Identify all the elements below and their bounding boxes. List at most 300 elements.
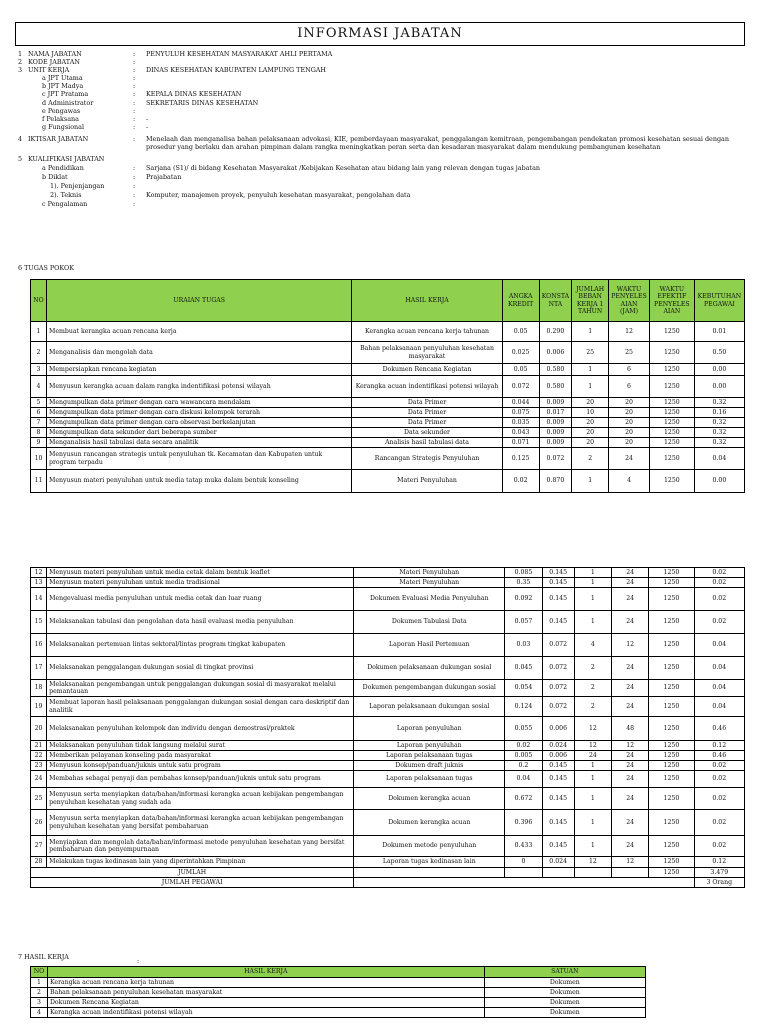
- task-cell: 24: [31, 771, 47, 788]
- info-no: [18, 82, 28, 90]
- task-result: Dokumen kerangka acuan: [354, 810, 505, 836]
- hasil-no: 3: [31, 998, 48, 1008]
- task-cell: 1250: [649, 470, 694, 493]
- info-no: 2: [18, 58, 23, 67]
- jumlah-pegawai-value: 3 Orang: [694, 878, 744, 888]
- task-result: Kerangka acuan indentifikasi potensi wilayah: [352, 376, 502, 398]
- task-cell: 2: [574, 680, 611, 697]
- info-value: [146, 107, 748, 115]
- task-cell: 1: [574, 788, 611, 810]
- ikhtisar-row: [18, 135, 748, 151]
- task-cell: 24: [612, 588, 649, 611]
- task-cell: 12: [612, 741, 649, 751]
- task-cell: 20: [572, 418, 609, 428]
- task-cell: 13: [31, 578, 47, 588]
- task-cell: 0.024: [542, 857, 574, 868]
- task-cell: 1250: [649, 438, 694, 448]
- task-cell: 20: [609, 398, 650, 408]
- task-cell: 20: [609, 428, 650, 438]
- task-cell: 1250: [649, 741, 694, 751]
- task-cell: 28: [31, 857, 47, 868]
- info-row: [18, 155, 748, 164]
- task-cell: 12: [612, 857, 649, 868]
- task-cell: 0.02: [694, 761, 744, 771]
- task-description: Memberikan pelayanan konseling pada masyarakat: [47, 751, 354, 761]
- task-cell: 0.35: [505, 578, 542, 588]
- info-colon: :: [133, 58, 136, 67]
- task-cell: 2: [572, 448, 609, 470]
- task-cell: 0.04: [694, 657, 744, 680]
- info-colon: :: [133, 200, 136, 209]
- tugas-pokok-label: 6 TUGAS POKOK: [18, 264, 75, 272]
- task-cell: 11: [31, 470, 47, 493]
- task-cell: 1: [574, 836, 611, 857]
- task-cell: 24: [612, 761, 649, 771]
- task-cell: 1: [572, 376, 609, 398]
- task-result: Data Primer: [352, 418, 502, 428]
- task-cell: 24: [612, 836, 649, 857]
- task-cell: 1250: [649, 364, 694, 376]
- task-cell: 9: [31, 438, 47, 448]
- task-cell: 0.055: [505, 717, 542, 741]
- info-colon: :: [133, 90, 136, 99]
- hasil-kerja-label: 7 HASIL KERJA: [18, 953, 69, 961]
- task-cell: 2: [574, 657, 611, 680]
- hasil-row: [31, 1008, 646, 1018]
- info-row: [18, 107, 748, 115]
- task-cell: 0.290: [539, 322, 571, 342]
- task-description: Menganalisis hasil tabulasi data secara analitik: [47, 438, 352, 448]
- task-cell: 0.04: [505, 771, 542, 788]
- info-row: [18, 50, 748, 58]
- task-cell: 24: [574, 751, 611, 761]
- task-cell: 0.075: [502, 408, 539, 418]
- task-cell: 0.02: [694, 810, 744, 836]
- task-cell: 0.085: [505, 568, 542, 578]
- task-cell: 1: [574, 578, 611, 588]
- info-row: [18, 123, 748, 131]
- info-label: d Administrator: [42, 98, 94, 107]
- task-cell: 6: [609, 376, 650, 398]
- task-cell: 0.145: [542, 611, 574, 634]
- jumlah-label: JUMLAH: [31, 868, 354, 878]
- task-cell: 0.035: [502, 418, 539, 428]
- task-cell: 1250: [649, 761, 694, 771]
- task-cell: 1250: [649, 771, 694, 788]
- info-label: b Diklat: [42, 173, 68, 182]
- task-cell: 24: [612, 680, 649, 697]
- task-cell: 1250: [649, 680, 694, 697]
- hasil-name: Kerangka acuan indentifikasi potensi wilayah: [47, 1008, 484, 1018]
- table-row: [31, 857, 745, 868]
- task-cell: 24: [612, 810, 649, 836]
- hasil-column-header: SATUAN: [484, 967, 645, 978]
- info-colon: :: [133, 173, 136, 182]
- task-result: Dokumen Rencana Kegiatan: [352, 364, 502, 376]
- task-cell: 19: [31, 697, 47, 717]
- column-header: HASIL KERJA: [352, 280, 502, 322]
- task-cell: 24: [612, 578, 649, 588]
- table-row: [31, 364, 745, 376]
- info-colon: :: [133, 106, 136, 115]
- task-result: Data Primer: [352, 398, 502, 408]
- task-result: Dokumen Evaluasi Media Penyuluhan: [354, 588, 505, 611]
- info-row: [18, 74, 748, 82]
- task-cell: 0.006: [542, 751, 574, 761]
- task-cell: 20: [572, 428, 609, 438]
- task-cell: 0.125: [502, 448, 539, 470]
- hasil-name: Bahan pelaksanaan penyuluhan kesehatan masyarakat: [47, 988, 484, 998]
- task-cell: 27: [31, 836, 47, 857]
- table-row: [31, 470, 745, 493]
- task-cell: 48: [612, 717, 649, 741]
- hasil-column-header: HASIL KERJA: [47, 967, 484, 978]
- task-cell: 14: [31, 588, 47, 611]
- info-row: [18, 115, 748, 123]
- info-colon: :: [133, 50, 136, 58]
- hasil-no: 4: [31, 1008, 48, 1018]
- task-description: Menyusun kerangka acuan dalam rangka indentifikasi potensi wilayah: [47, 376, 352, 398]
- task-result: Dokumen Tabulasi Data: [354, 611, 505, 634]
- task-cell: 1250: [649, 408, 694, 418]
- task-cell: 10: [31, 448, 47, 470]
- info-row: [18, 173, 748, 182]
- task-description: Membahas sebagai penyaji dan pembahas konsep/panduan/juknis untuk satu program: [47, 771, 354, 788]
- task-cell: 1250: [649, 836, 694, 857]
- task-cell: 7: [31, 418, 47, 428]
- info-colon: :: [133, 82, 136, 91]
- table-row: [31, 448, 745, 470]
- info-label: g Fungsional: [42, 122, 85, 131]
- info-value: Prajabatan: [146, 173, 182, 182]
- hasil-kerja-colon: :: [137, 957, 140, 965]
- task-cell: 0.092: [505, 588, 542, 611]
- task-cell: 0.145: [542, 578, 574, 588]
- task-result: Laporan penyuluhan: [354, 717, 505, 741]
- info-row: [18, 191, 748, 200]
- hasil-no: 2: [31, 988, 48, 998]
- empty-cell: [612, 868, 649, 878]
- table-row: [31, 634, 745, 657]
- task-description: Melaksanakan pertemuan lintas sektoral/lintas program tingkat kabupaten: [47, 634, 354, 657]
- info-label: f Pelaksana: [42, 114, 79, 123]
- task-cell: 12: [574, 741, 611, 751]
- task-result: Laporan pelaksanaan dukungan sosial: [354, 697, 505, 717]
- task-description: Membuat kerangka acuan rencana kerja: [47, 322, 352, 342]
- task-result: Kerangka acuan rencana kerja tahunan: [352, 322, 502, 342]
- task-cell: 1250: [649, 398, 694, 408]
- task-result: Dokumen pengembangan dukungan sosial: [354, 680, 505, 697]
- task-cell: 0.009: [539, 428, 571, 438]
- task-cell: 0.05: [502, 322, 539, 342]
- info-row: [18, 66, 748, 74]
- task-cell: 0.006: [542, 717, 574, 741]
- column-header: KEBUTUHAN PEGAWAI: [694, 280, 744, 322]
- info-value: Komputer, manajemen proyek, penyuluh kesehatan masyarakat, pengolahan data: [146, 191, 411, 200]
- table-row: [31, 568, 745, 578]
- task-cell: 1250: [649, 342, 694, 364]
- task-cell: 12: [609, 322, 650, 342]
- tugas-table-2: [30, 567, 745, 888]
- task-description: Melaksanakan tabulasi dan pengolahan data hasil evaluasi media penyuluhan: [47, 611, 354, 634]
- task-cell: 4: [609, 470, 650, 493]
- task-cell: 0.024: [542, 741, 574, 751]
- info-label: UNIT KERJA: [28, 66, 70, 75]
- task-result: Laporan tugas kedinasan lain: [354, 857, 505, 868]
- table-row: [31, 717, 745, 741]
- hasil-no: 1: [31, 978, 48, 988]
- task-cell: 12: [612, 634, 649, 657]
- task-cell: 24: [612, 657, 649, 680]
- task-cell: 0.32: [694, 398, 744, 408]
- table-row: [31, 398, 745, 408]
- table-row: [31, 322, 745, 342]
- task-cell: 0.03: [505, 634, 542, 657]
- info-label: IKTISAR JABATAN: [28, 134, 89, 143]
- task-cell: 1250: [649, 578, 694, 588]
- task-cell: 25: [609, 342, 650, 364]
- tugas-table-1: [30, 279, 745, 493]
- task-cell: 0.12: [694, 857, 744, 868]
- task-cell: 20: [609, 438, 650, 448]
- task-result: Data Primer: [352, 408, 502, 418]
- empty-cell: [574, 868, 611, 878]
- info-no: [18, 123, 28, 131]
- task-cell: 0.01: [694, 322, 744, 342]
- task-description: Menyusun rancangan strategis untuk penyuluhan tk. Kecamatan dan Kabupaten untuk program terpadu: [47, 448, 352, 470]
- info-row: [18, 99, 748, 107]
- task-result: Laporan pelaksanaan tugas: [354, 751, 505, 761]
- hasil-row: [31, 978, 646, 988]
- task-result: Data sekunder: [352, 428, 502, 438]
- task-cell: 1250: [649, 717, 694, 741]
- info-row: [18, 164, 748, 173]
- table-row: [31, 751, 745, 761]
- task-cell: 0.00: [694, 364, 744, 376]
- table-row: [31, 376, 745, 398]
- jumlah-pegawai-row: [31, 878, 745, 888]
- task-description: Menganalisis dan mengolah data: [47, 342, 352, 364]
- info-value: SEKRETARIS DINAS KESEHATAN: [146, 98, 259, 107]
- task-cell: 0.00: [694, 470, 744, 493]
- task-cell: 20: [572, 398, 609, 408]
- task-cell: 24: [612, 771, 649, 788]
- task-description: Mengumpulkan data primer dengan cara observasi berkelanjutan: [47, 418, 352, 428]
- info-no: [18, 107, 28, 115]
- info-value: [146, 58, 748, 66]
- task-cell: 0.072: [542, 634, 574, 657]
- task-cell: 0.025: [502, 342, 539, 364]
- task-cell: 1: [574, 568, 611, 578]
- info-row: [18, 90, 748, 98]
- info-no: 3: [18, 66, 23, 75]
- table-row: [31, 761, 745, 771]
- empty-cell: [542, 868, 574, 878]
- info-colon: :: [133, 134, 136, 143]
- jumlah-total: 3.479: [694, 868, 744, 878]
- task-cell: 25: [572, 342, 609, 364]
- info-row: [18, 182, 748, 191]
- info-no: 5: [18, 155, 23, 164]
- task-cell: 1: [574, 761, 611, 771]
- task-cell: 0.02: [694, 578, 744, 588]
- task-cell: 6: [609, 364, 650, 376]
- task-cell: 0.02: [694, 611, 744, 634]
- task-cell: 1: [572, 470, 609, 493]
- task-cell: 1250: [649, 657, 694, 680]
- task-cell: 20: [31, 717, 47, 741]
- task-cell: 0.433: [505, 836, 542, 857]
- task-result: Laporan pelaksanaan tugas: [354, 771, 505, 788]
- column-header: WAKTU PENYELES AIAN (JAM): [609, 280, 650, 322]
- info-no: [18, 99, 28, 107]
- info-label: NAMA JABATAN: [28, 50, 82, 58]
- task-cell: 12: [574, 717, 611, 741]
- task-cell: 1: [31, 322, 47, 342]
- ikhtisar-text: Menelaah dan menganalisa bahan pelaksanaan advokasi, KIE, pemberdayaan masyarakat, penggalangan kemitraan, pengembangan pendekatan promosi kesehatan sesuai dengan prosedur yang berlaku dan arahan pimpinan dalam rangka meningkatkan peran serta dan kesadaran masyarakat dalam mendukung pembangunan kesehatan: [146, 134, 729, 152]
- info-row: [18, 58, 748, 66]
- task-description: Melaksanakan penyuluhan tidak langsung melalui surat: [47, 741, 354, 751]
- hasil-unit: Dokumen: [484, 998, 645, 1008]
- task-description: Melaksanakan penyuluhan kelompok dan individu dengan demostrasi/praktek: [47, 717, 354, 741]
- task-cell: 1250: [649, 568, 694, 578]
- info-section: [18, 50, 748, 209]
- info-colon: :: [133, 122, 136, 131]
- task-cell: 20: [609, 408, 650, 418]
- task-cell: 0.006: [539, 342, 571, 364]
- task-cell: 0.04: [694, 448, 744, 470]
- task-description: Menyusun konsep/panduan/juknis untuk satu program: [47, 761, 354, 771]
- task-cell: 1250: [649, 788, 694, 810]
- task-cell: 1250: [649, 418, 694, 428]
- task-result: Materi Penyuluhan: [352, 470, 502, 493]
- info-colon: :: [133, 191, 136, 200]
- task-cell: 20: [572, 438, 609, 448]
- table-row: [31, 408, 745, 418]
- hasil-row: [31, 988, 646, 998]
- task-cell: 3: [31, 364, 47, 376]
- info-colon: :: [133, 98, 136, 107]
- task-cell: 24: [612, 751, 649, 761]
- task-cell: 4: [574, 634, 611, 657]
- task-cell: 0.02: [694, 836, 744, 857]
- task-cell: 0.145: [542, 836, 574, 857]
- table-row: [31, 697, 745, 717]
- task-result: Dokumen metode penyuluhan: [354, 836, 505, 857]
- task-result: Materi Penyuluhan: [354, 568, 505, 578]
- task-result: Bahan pelaksanaan penyuluhan kesehatan masyarakat: [352, 342, 502, 364]
- jumlah-row: [31, 868, 745, 878]
- task-cell: 0.04: [694, 697, 744, 717]
- task-cell: 0.02: [502, 470, 539, 493]
- task-cell: 0.870: [539, 470, 571, 493]
- task-cell: 0.009: [539, 418, 571, 428]
- jumlah-waktu: 1250: [649, 868, 694, 878]
- task-description: Melakukan tugas kedinasan lain yang diperintahkan Pimpinan: [47, 857, 354, 868]
- task-cell: 0.145: [542, 588, 574, 611]
- task-cell: 1250: [649, 634, 694, 657]
- info-value: [146, 200, 748, 209]
- info-value: DINAS KESEHATAN KABUPATEN LAMPUNG TENGAH: [146, 66, 326, 75]
- task-cell: 0.00: [694, 376, 744, 398]
- info-no: 1: [18, 50, 23, 58]
- task-cell: 4: [31, 376, 47, 398]
- task-cell: 1: [574, 611, 611, 634]
- task-cell: 0.017: [539, 408, 571, 418]
- task-description: Mempersiapkan rencana kegiatan: [47, 364, 352, 376]
- task-cell: 1250: [649, 322, 694, 342]
- task-cell: 0.044: [502, 398, 539, 408]
- table-row: [31, 771, 745, 788]
- info-label: 2). Teknis: [50, 191, 82, 200]
- info-no: [18, 90, 28, 98]
- task-cell: 24: [612, 568, 649, 578]
- task-cell: 16: [31, 634, 47, 657]
- task-cell: 0.580: [539, 364, 571, 376]
- task-cell: 1250: [649, 428, 694, 438]
- hasil-kerja-table: [30, 966, 646, 1018]
- task-cell: 0.043: [502, 428, 539, 438]
- info-no: [18, 200, 28, 209]
- info-no: [18, 115, 28, 123]
- task-cell: 0.124: [505, 697, 542, 717]
- task-cell: 0.072: [539, 448, 571, 470]
- info-value: [146, 155, 748, 164]
- task-cell: 1250: [649, 588, 694, 611]
- task-cell: 12: [574, 857, 611, 868]
- info-value: -: [146, 122, 149, 131]
- info-label: KODE JABATAN: [28, 58, 80, 67]
- task-cell: 22: [31, 751, 47, 761]
- info-value: -: [146, 114, 149, 123]
- task-cell: 0.054: [505, 680, 542, 697]
- task-cell: 0.072: [542, 657, 574, 680]
- task-cell: 0.02: [694, 788, 744, 810]
- info-colon: :: [133, 74, 136, 83]
- info-label: b JPT Madya: [42, 82, 84, 91]
- table-row: [31, 657, 745, 680]
- task-description: Menyusun materi penyuluhan untuk media cetak dalam bentuk leaflet: [47, 568, 354, 578]
- task-result: Laporan Hasil Pertemuan: [354, 634, 505, 657]
- info-colon: :: [133, 182, 136, 191]
- task-cell: 24: [612, 697, 649, 717]
- task-cell: 24: [612, 788, 649, 810]
- task-cell: 0.16: [694, 408, 744, 418]
- hasil-name: Dokumen Rencana Kegiatan: [47, 998, 484, 1008]
- task-cell: 6: [31, 408, 47, 418]
- task-cell: 26: [31, 810, 47, 836]
- task-cell: 1: [572, 322, 609, 342]
- info-value: PENYULUH KESEHATAN MASYARAKAT AHLI PERTAMA: [146, 50, 333, 58]
- task-cell: 0.072: [542, 680, 574, 697]
- task-cell: 0.12: [694, 741, 744, 751]
- task-cell: 0: [505, 857, 542, 868]
- task-result: Dokumen pelaksanaan dukungan sosial: [354, 657, 505, 680]
- empty-cell: [354, 878, 694, 888]
- task-cell: 0.009: [539, 398, 571, 408]
- task-cell: 0.005: [505, 751, 542, 761]
- task-cell: 0.50: [694, 342, 744, 364]
- table-row: [31, 680, 745, 697]
- info-colon: :: [133, 114, 136, 123]
- task-cell: 18: [31, 680, 47, 697]
- task-description: Melaksanakan pengembangan untuk penggalangan dukungan sosial di masyarakat melalui pemantauan: [47, 680, 354, 697]
- info-label: c JPT Pratama: [42, 90, 89, 99]
- table-row: [31, 611, 745, 634]
- task-description: Mengumpulkan data primer dengan cara wawancara mendalam: [47, 398, 352, 408]
- task-cell: 0.045: [505, 657, 542, 680]
- task-cell: 23: [31, 761, 47, 771]
